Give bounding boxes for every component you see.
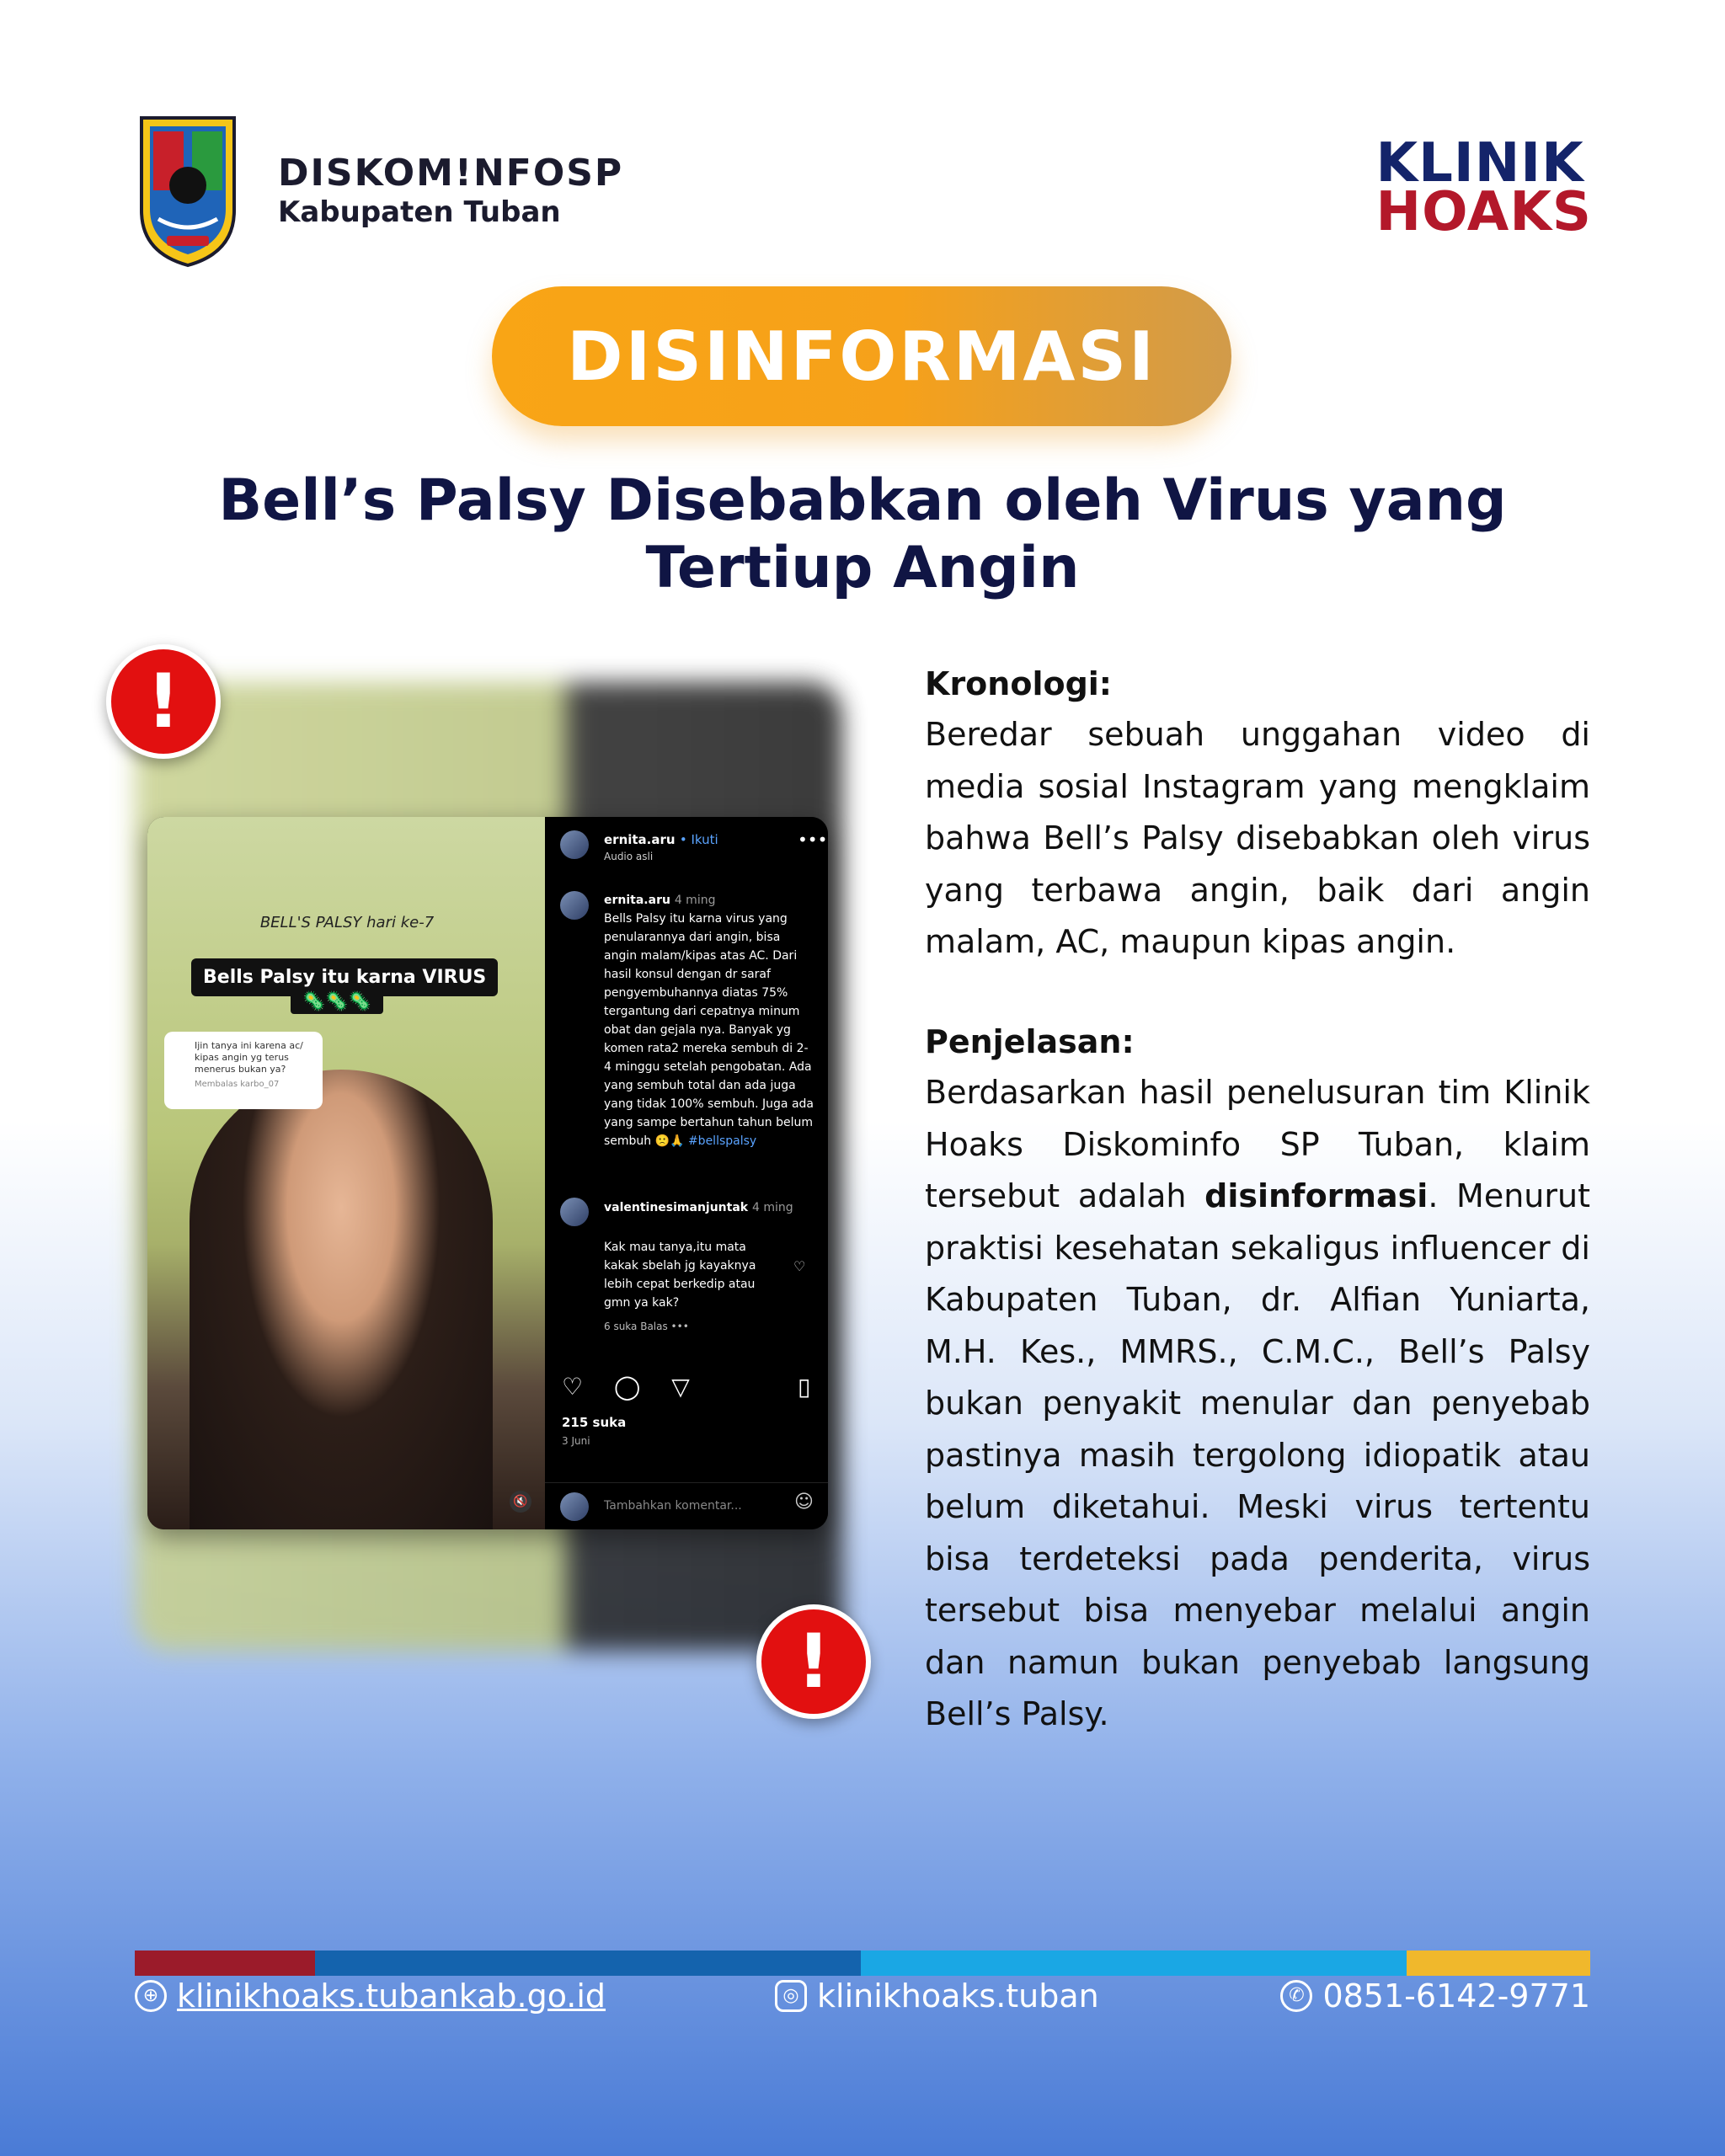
comment-author[interactable] xyxy=(604,893,715,908)
kronologi-text: Beredar sebuah unggahan video di media sosial Instagram yang mengklaim bahwa Bell’s Palsy disebabkan oleh virus yang terbawa angin, baik dari angin malam, AC, maupun kipas angin. xyxy=(925,716,1590,960)
klinik-hoaks-logo xyxy=(1375,132,1592,243)
post-date: 3 Juni xyxy=(562,1435,590,1447)
audio-label: Audio asli xyxy=(604,851,654,862)
footer-color-bar xyxy=(135,1951,1590,1976)
footer-bar-red xyxy=(135,1951,315,1976)
instagram-text[interactable]: klinikhoaks.tuban xyxy=(817,1977,1099,2015)
bookmark-icon[interactable]: ▯ xyxy=(798,1373,811,1401)
virus-emoji: 🦠🦠🦠 xyxy=(291,990,383,1014)
hashtag-link[interactable]: #bellspalsy xyxy=(687,1134,757,1148)
avatar xyxy=(560,1492,589,1521)
verdict-badge xyxy=(492,286,1231,426)
comment-text: Kak mau tanya,itu mata kakak sbelah jg kayaknya lebih cepat berkedip atau gmn ya kak? xyxy=(604,1241,756,1310)
comment-author-name: ernita.aru xyxy=(604,894,670,907)
avatar[interactable] xyxy=(560,891,589,920)
video-caption-small: BELL'S PALSY hari ke-7 xyxy=(259,914,435,931)
like-comment-icon[interactable]: ♡ xyxy=(793,1258,806,1274)
comment-input-placeholder[interactable]: Tambahkan komentar... xyxy=(604,1499,742,1513)
video-frame xyxy=(147,817,545,1529)
penjelasan-section xyxy=(925,1023,1590,1741)
penjelasan-verdict-bold: disinformasi xyxy=(1204,1177,1429,1214)
comment-input-bar[interactable] xyxy=(545,1482,828,1529)
penjelasan-heading: Penjelasan: xyxy=(925,1023,1135,1060)
page-title: Bell’s Palsy Disebabkan oleh Virus yang Tertiup Angin xyxy=(218,467,1507,601)
kronologi-section xyxy=(925,665,1590,969)
phone-icon: ✆ xyxy=(1280,1980,1312,2012)
avatar[interactable] xyxy=(560,830,589,859)
comment-author-name: valentinesimanjuntak xyxy=(604,1201,749,1214)
phone-contact[interactable] xyxy=(1280,1977,1590,2015)
comment-time: 4 ming xyxy=(674,894,716,907)
reply-question-source: Membalas karbo_07 xyxy=(195,1080,280,1089)
reply-question-text: Ijin tanya ini karena ac/ kipas angin yg terus menerus bukan ya? xyxy=(195,1040,303,1075)
more-options-icon[interactable]: ••• xyxy=(798,830,828,850)
verdict-label: DISINFORMASI xyxy=(567,317,1156,396)
footer-bar-lightblue xyxy=(861,1951,1407,1976)
instagram-icon: ◎ xyxy=(775,1980,807,2012)
comment-text xyxy=(604,910,814,1150)
penjelasan-text-part1: Berdasarkan hasil penelusuran tim Klinik Hoaks Diskominfo SP Tuban, klaim tersebut adalah xyxy=(925,1074,1590,1214)
phone-text[interactable]: 0851-6142-9771 xyxy=(1322,1977,1590,2015)
video-caption: Bells Palsy itu karna VIRUS xyxy=(191,958,498,996)
emoji-icon[interactable]: ☺ xyxy=(794,1492,814,1513)
tuban-regency-logo xyxy=(133,109,243,270)
follow-button[interactable]: • Ikuti xyxy=(679,832,718,847)
penjelasan-text-part2: . Menurut praktisi kesehatan sekaligus influencer di Kabupaten Tuban, dr. Alfian Yuniarta, M.H. Kes., MMRS., C.M.C., Bell’s Palsy bukan penyakit menular dan penyebab pastinya masih tergolong idiopatik atau belum diketahui. Meski virus tertentu bisa terdeteksi pada penderita, virus tersebut bisa menyebar melalui angin dan namun bukan penyebab langsung Bell’s Palsy. xyxy=(925,1177,1590,1732)
brand-subtitle: Kabupaten Tuban xyxy=(278,195,561,229)
instagram-link[interactable] xyxy=(775,1977,1099,2015)
comment-body: Bells Palsy itu karna virus yang penularannya dari angin, bisa angin malam/kipas atas AC. Dari hasil konsul dengan dr saraf pengyembuhannya diatas 75% tergantung dari cepatnya minum obat dan gejala nya. Banyak yg komen rata2 mereka sembuh di 2-4 minggu setelah pengobatan. Ada yang sembuh total dan ada juga yang tidak 100% sembuh. Juga ada yang sampe bertahun tahun belum sembuh 🙁🙏 xyxy=(604,912,814,1148)
mute-icon[interactable]: 🔇 xyxy=(510,1491,531,1513)
avatar[interactable] xyxy=(560,1198,589,1226)
alert-icon: ! xyxy=(756,1604,871,1719)
brand-name: DISKOM!NFOSP xyxy=(278,152,624,195)
alert-icon: ! xyxy=(106,644,221,759)
klinik-logo-line1: KLINIK xyxy=(1375,132,1584,195)
instagram-screenshot xyxy=(147,817,828,1529)
reply-question-card xyxy=(164,1032,323,1109)
website-link[interactable] xyxy=(135,1977,606,2015)
video-person-figure xyxy=(190,1070,493,1529)
footer-bar-blue xyxy=(315,1951,861,1976)
instagram-comments-panel xyxy=(545,817,828,1529)
penjelasan-text xyxy=(925,1067,1590,1741)
post-actions-icons[interactable]: ♡ ◯ ▽ xyxy=(562,1373,702,1401)
footer-bar-yellow xyxy=(1407,1951,1590,1976)
website-text[interactable]: klinikhoaks.tubankab.go.id xyxy=(177,1977,606,2015)
like-count: 215 suka xyxy=(562,1415,627,1430)
klinik-logo-line2: HOAKS xyxy=(1375,181,1592,243)
footer-contacts xyxy=(135,1977,1590,2028)
post-author[interactable] xyxy=(604,832,718,847)
post-author-name: ernita.aru xyxy=(604,832,676,847)
comment-time: 4 ming xyxy=(751,1201,793,1214)
comment-meta: 6 suka Balas ••• xyxy=(604,1321,689,1332)
comment-author[interactable] xyxy=(604,1200,814,1215)
globe-icon: ⊕ xyxy=(135,1980,167,2012)
kronologi-heading: Kronologi: xyxy=(925,665,1113,702)
